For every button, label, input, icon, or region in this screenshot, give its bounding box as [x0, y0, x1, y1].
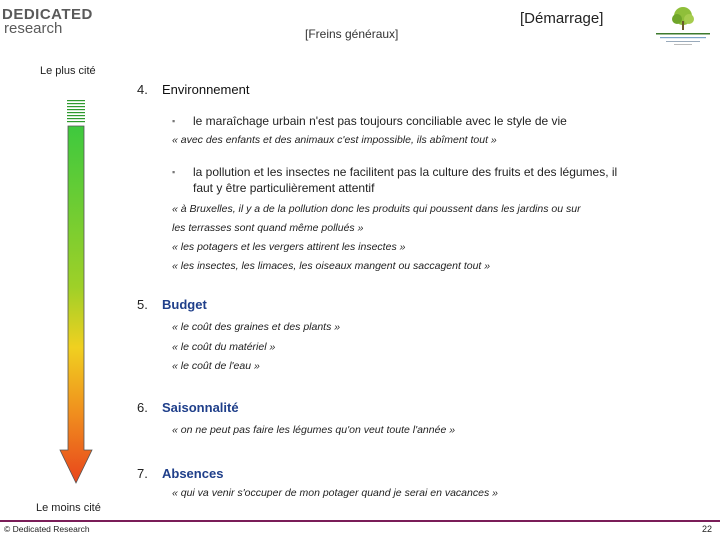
item-number: 4. [137, 82, 148, 97]
logo-word-dedicated: DEDICATED [2, 6, 93, 23]
item-title-budget: Budget [162, 297, 207, 312]
quote: « le coût du matériel » [172, 341, 276, 353]
quote: « à Bruxelles, il y a de la pollution donc les produits qui poussent dans les jardins ou sur [172, 203, 581, 215]
item-number: 5. [137, 297, 148, 312]
scale-top-label: Le plus cité [40, 65, 96, 77]
quote: « avec des enfants et des animaux c'est impossible, ils abîment tout » [172, 134, 497, 146]
bullet-icon: ▪ [172, 116, 176, 126]
bullet-icon: ▪ [172, 167, 176, 177]
footer-copyright: © Dedicated Research [4, 524, 90, 534]
bullet-text: la pollution et les insectes ne facilitent pas la culture des fruits et des légumes, il [193, 165, 618, 179]
item-number: 6. [137, 400, 148, 415]
bullet-text: le maraîchage urbain n'est pas toujours conciliable avec le style de vie [193, 114, 567, 128]
slide-subtitle: [Freins généraux] [305, 27, 399, 41]
quote: « le coût des graines et des plants » [172, 321, 341, 333]
quote: « le coût de l'eau » [172, 360, 260, 372]
quote: « les insectes, les limaces, les oiseaux mangent ou saccagent tout » [172, 260, 491, 272]
section-title: [Démarrage] [520, 10, 604, 27]
dedicated-research-logo [2, 6, 102, 36]
quote: « les potagers et les vergers attirent les insectes » [172, 241, 406, 253]
frequency-scale-arrow [58, 100, 94, 485]
page-number: 22 [702, 524, 713, 534]
item-number: 7. [137, 466, 148, 481]
item-title-environnement: Environnement [162, 82, 250, 97]
bullet-text: faut y être particulièrement attentif [193, 181, 375, 195]
scale-bottom-label: Le moins cité [36, 502, 101, 514]
quote: les terrasses sont quand même pollués » [172, 222, 364, 234]
tree-logo-icon [650, 4, 716, 48]
logo-word-research: research [4, 20, 63, 37]
item-title-saisonnalite: Saisonnalité [162, 400, 239, 415]
footer-divider [0, 520, 720, 522]
quote: « qui va venir s'occuper de mon potager quand je serai en vacances » [172, 487, 498, 499]
item-title-absences: Absences [162, 466, 224, 481]
quote: « on ne peut pas faire les légumes qu'on veut toute l'année » [172, 424, 456, 436]
